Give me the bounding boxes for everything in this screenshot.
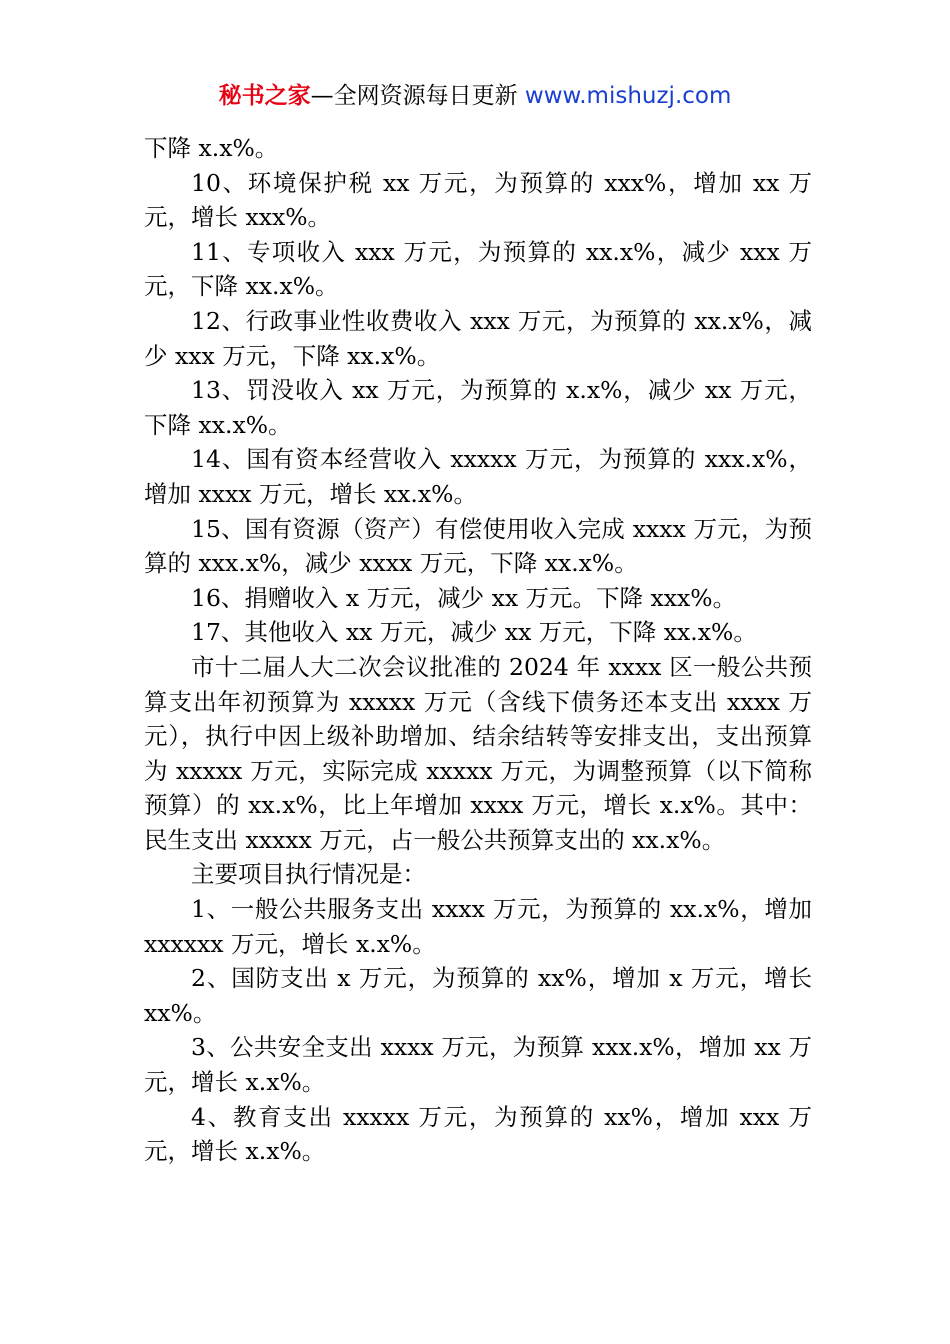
document-body [144, 131, 812, 1169]
paragraph-continuation: 下降 x.x%。 [144, 134, 279, 162]
paragraph-expenditure-summary: 市十二届人大二次会议批准的 2024 年 xxxx 区一般公共预算支出年初预算为 xxxxx 万元（含线下债务还本支出 xxxx 万元），执行中因上级补助增加、结余结转等安排支出，支出预算为 xxxxx 万元，实际完成 xxxxx 万元，为调整预算（以下简称预算）的 xx.x%，比上年增加 xxxx 万元，增长 x.x%。其中：民生支出 xxxxx 万元，占一般公共预算支出的 xx.x%。 [144, 652, 812, 854]
paragraph-item-12: 12、行政事业性收费收入 xxx 万元，为预算的 xx.x%，减少 xxx 万元，下降 xx.x%。 [144, 306, 812, 370]
site-header [0, 80, 950, 112]
paragraph-expenditure-4: 4、教育支出 xxxxx 万元，为预算的 xx%，增加 xxx 万元，增长 x.x%。 [144, 1102, 812, 1166]
paragraph-item-17: 17、其他收入 xx 万元，减少 xx 万元，下降 xx.x%。 [191, 618, 757, 647]
paragraph-section-intro: 主要项目执行情况是： [191, 860, 426, 889]
site-brand: 秘书之家 [218, 83, 311, 109]
paragraph-item-16: 16、捐赠收入 x 万元，减少 xx 万元。下降 xxx%。 [191, 583, 737, 612]
site-tagline: —全网资源每日更新 [310, 83, 518, 109]
paragraph-item-14: 14、国有资本经营收入 xxxxx 万元，为预算的 xxx.x%，增加 xxxx 万元，增长 xx.x%。 [144, 445, 812, 508]
paragraph-expenditure-1: 1、一般公共服务支出 xxxx 万元，为预算的 xx.x%，增加 xxxxxx 万元，增长 x.x%。 [144, 895, 812, 958]
paragraph-item-13: 13、罚没收入 xx 万元，为预算的 x.x%，减少 xx 万元，下降 xx.x%。 [144, 376, 812, 439]
paragraph-item-10: 10、环境保护税 xx 万元，为预算的 xxx%，增加 xx 万元，增长 xxx%。 [144, 168, 812, 232]
paragraph-expenditure-3: 3、公共安全支出 xxxx 万元，为预算 xxx.x%，增加 xx 万元，增长 x.x%。 [144, 1033, 812, 1097]
site-url-link[interactable]: www.mishuzj.com [524, 83, 732, 109]
paragraph-item-11: 11、专项收入 xxx 万元，为预算的 xx.x%，减少 xxx 万元，下降 xx.x%。 [144, 237, 812, 301]
paragraph-item-15: 15、国有资源（资产）有偿使用收入完成 xxxx 万元，为预算的 xxx.x%，减少 xxxx 万元，下降 xx.x%。 [144, 514, 812, 578]
paragraph-expenditure-2: 2、国防支出 x 万元，为预算的 xx%，增加 x 万元，增长 xx%。 [144, 964, 812, 1027]
